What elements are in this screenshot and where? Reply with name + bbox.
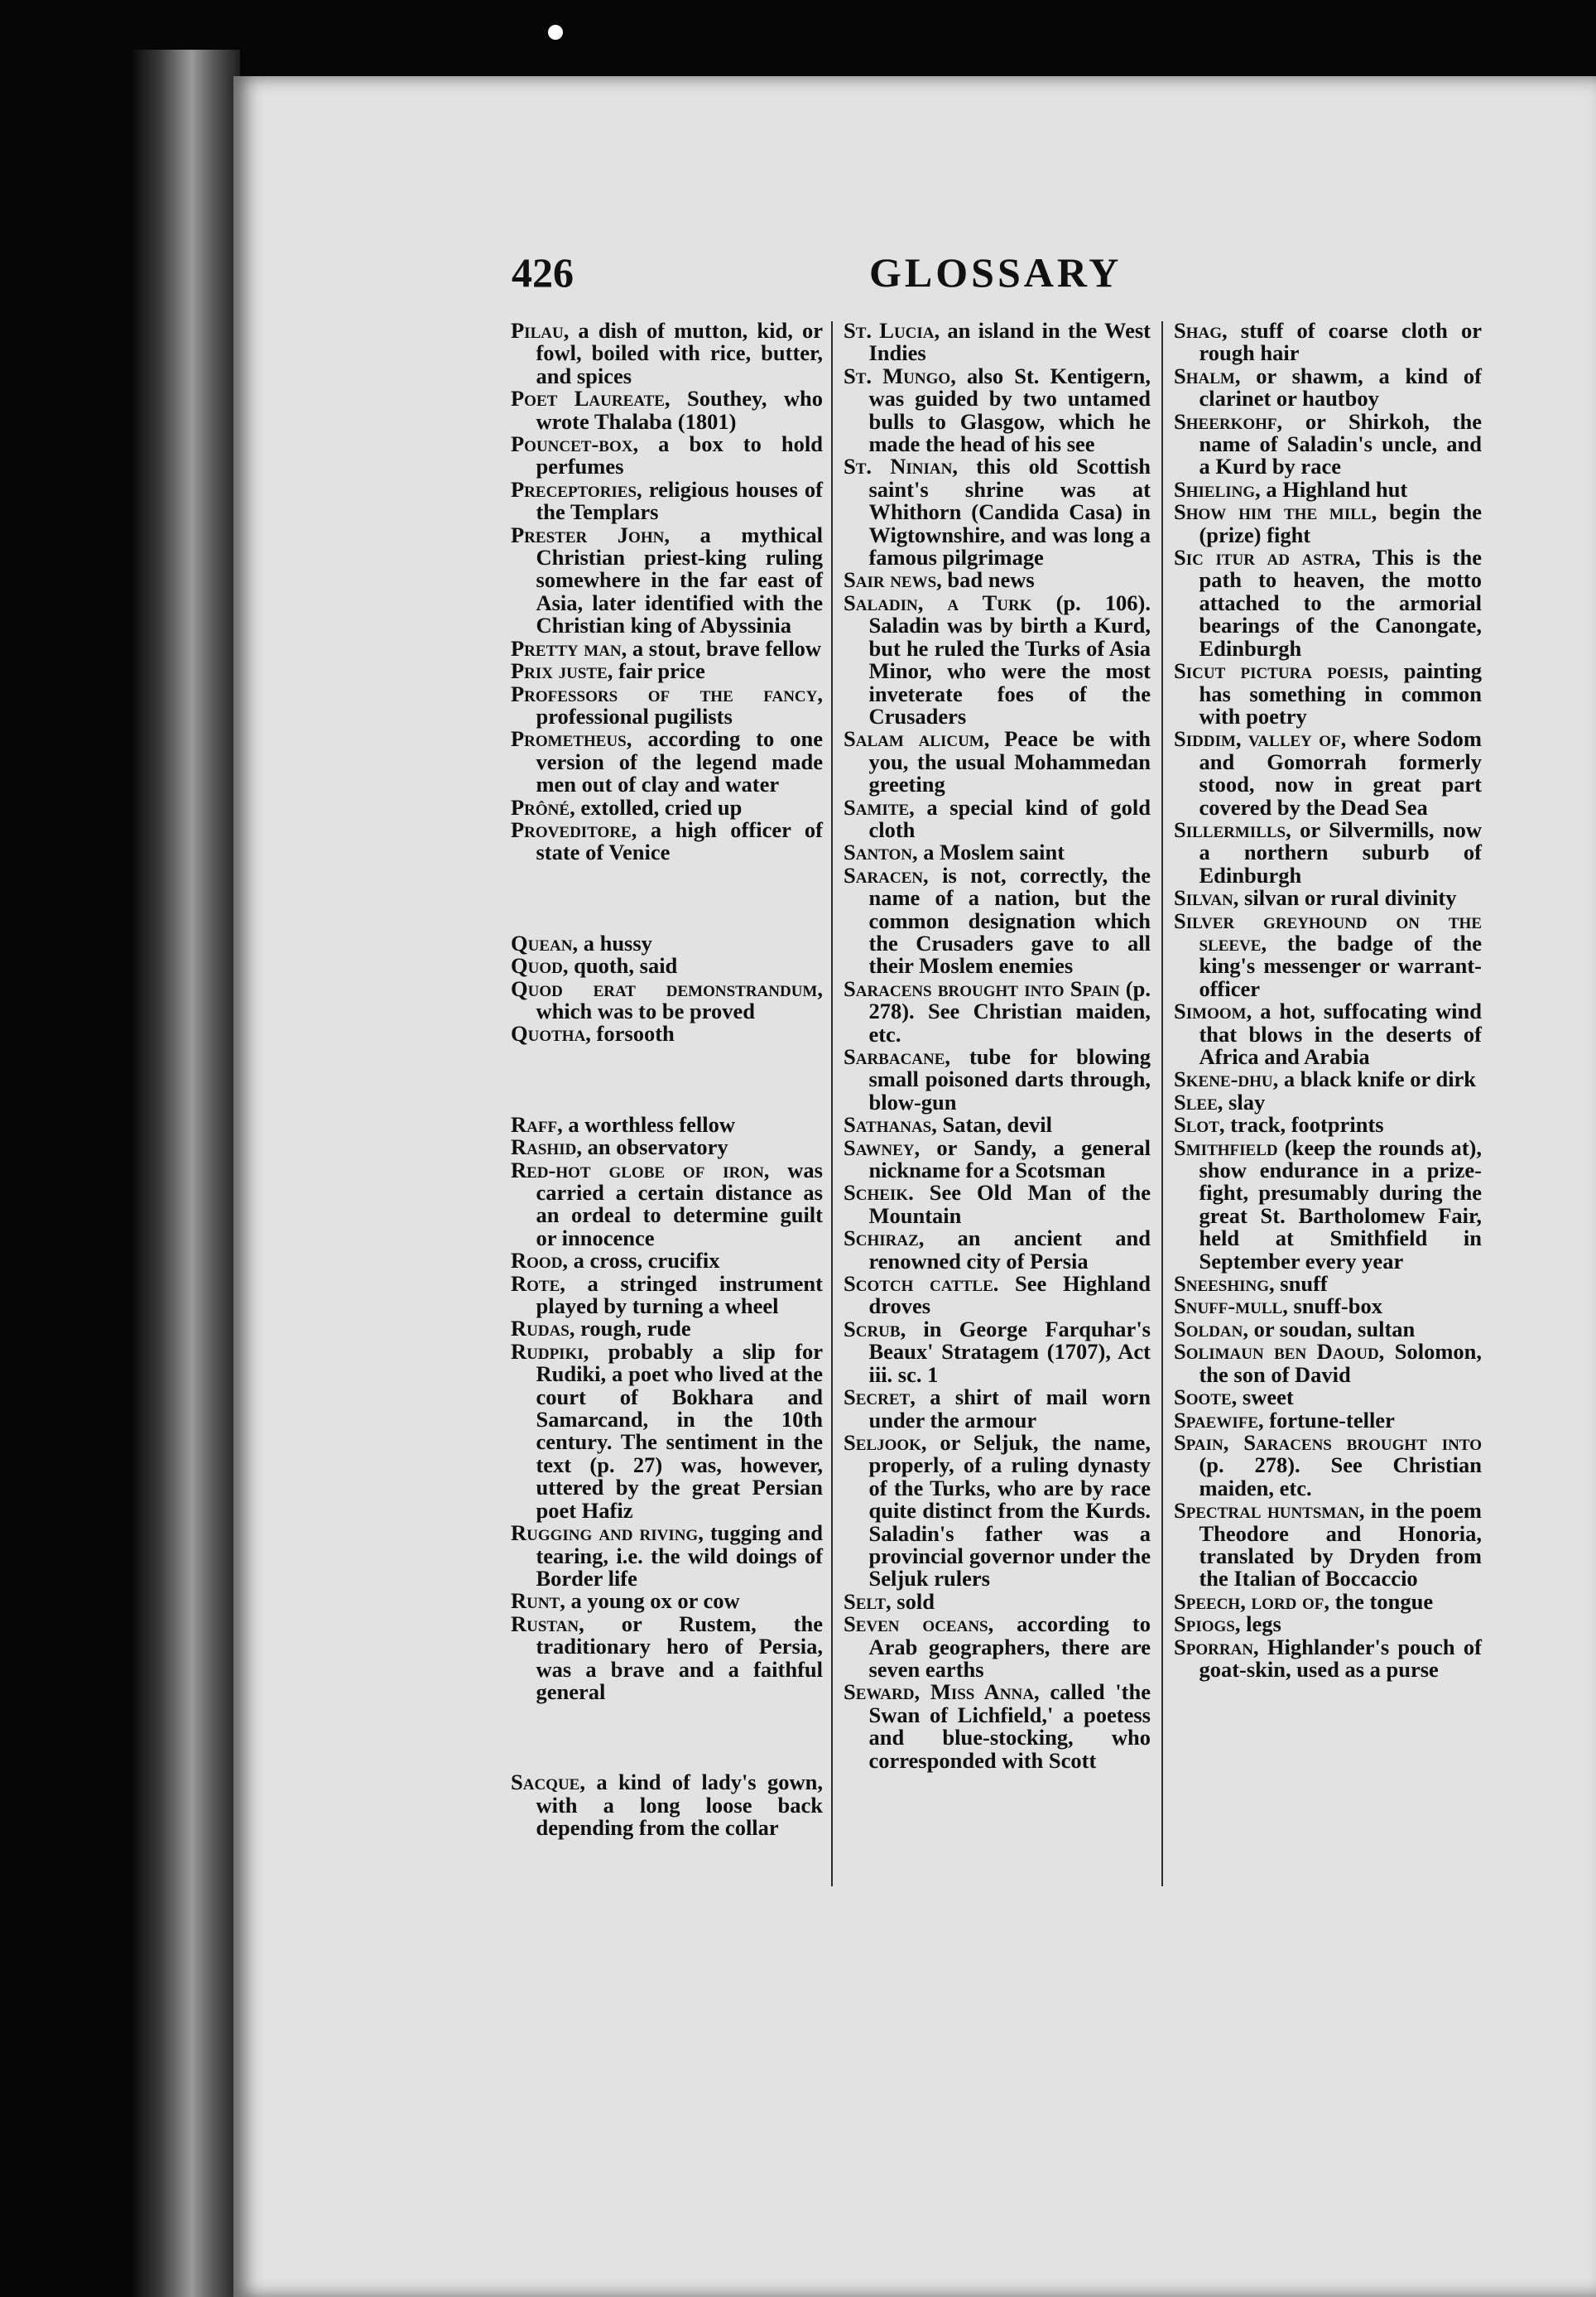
entry-headword: Salam alicum	[844, 726, 984, 752]
entry-definition: , a Moslem saint	[912, 840, 1065, 865]
entry-definition: , This is the path to heaven, the motto attached to the armorial bearings of the Canongate, Edinburgh	[1199, 545, 1482, 661]
entry-definition: , a shirt of mail worn under the armour	[868, 1384, 1151, 1433]
page-number: 426	[512, 249, 574, 296]
entry-headword: Shag	[1174, 318, 1223, 343]
entry-headword: Soote	[1174, 1384, 1232, 1410]
glossary-entry	[1174, 547, 1482, 660]
glossary-entry	[1174, 887, 1482, 909]
glossary-entry	[1174, 1134, 1482, 1274]
glossary-entry	[844, 455, 1151, 569]
glossary-entry	[844, 1386, 1151, 1432]
glossary-entry	[511, 816, 823, 865]
entry-definition: , probably a slip for Rudiki, a poet who lived at the court of Bokhara and Samarcand, in the 10th century. The sentiment in the text (p. 27) was, however, uttered by the great Persian poet Hafiz	[536, 1338, 823, 1523]
glossary-entry	[511, 683, 823, 729]
glossary-entry	[844, 1588, 1151, 1614]
entry-definition: , religious houses of the Templars	[536, 476, 823, 525]
entry-headword: Rudpiki	[511, 1338, 584, 1364]
glossary-column-1	[511, 320, 823, 1840]
entry-definition: , tube for blowing small poisoned darts through, blow-gun	[868, 1044, 1151, 1115]
entry-definition: , an observatory	[576, 1134, 728, 1160]
glossary-entry	[511, 1522, 823, 1590]
entry-headword: Spain, Saracens brought into	[1174, 1429, 1482, 1455]
page-title: GLOSSARY	[869, 249, 1122, 296]
entry-definition: , a young ox or cow	[560, 1588, 740, 1614]
glossary-entry	[1174, 1273, 1482, 1295]
glossary-entry	[1174, 1000, 1482, 1068]
letter-section-gap	[511, 1046, 823, 1114]
entry-definition: , snuff-box	[1282, 1293, 1382, 1319]
entry-headword: Pilau	[511, 318, 564, 343]
glossary-entry	[1174, 1588, 1482, 1614]
entry-definition: , legs	[1234, 1611, 1281, 1637]
glossary-entry	[1174, 1409, 1482, 1432]
entry-definition: (p. 278). See Christian maiden, etc.	[868, 975, 1151, 1047]
entry-headword: Scotch cattle	[844, 1271, 993, 1297]
glossary-entry	[511, 1771, 823, 1839]
glossary-entry	[511, 932, 823, 955]
entry-headword: Silvan	[1174, 885, 1233, 911]
entry-headword: Sporran	[1174, 1634, 1254, 1659]
entry-definition: , a mythical Christian priest-king ruling somewhere in the far east of Asia, later identified with the Christian king of Abyssinia	[536, 522, 823, 638]
entry-headword: Pretty man	[511, 635, 622, 661]
entry-headword: Slee	[1174, 1089, 1218, 1115]
entry-definition: , painting has something in common with poetry	[1199, 658, 1483, 729]
entry-definition: , Satan, devil	[931, 1112, 1053, 1138]
entry-definition: (keep the rounds at), show endurance in a prize-fight, presumably during the great St. Bartholomew Fair, held at Smithfield in September every year	[1199, 1134, 1482, 1274]
entry-definition: , sold	[886, 1588, 935, 1614]
glossary-entry	[844, 975, 1151, 1047]
entry-definition: , Southey, who wrote Thalaba (1801)	[536, 386, 824, 434]
glossary-entry	[1174, 476, 1482, 502]
entry-headword: Saracen	[844, 862, 924, 888]
glossary-entry	[1174, 1429, 1482, 1500]
entry-headword: Simoom	[1174, 999, 1247, 1024]
glossary-entry	[844, 1681, 1151, 1772]
glossary-entry	[1174, 910, 1482, 1001]
glossary-entry	[1174, 1500, 1482, 1591]
entry-definition: , begin the (prize) fight	[1199, 499, 1482, 547]
entry-headword: Scrub	[844, 1316, 901, 1341]
glossary-entry	[844, 794, 1151, 842]
entry-headword: Quod	[511, 953, 563, 979]
entry-definition: , extolled, cried up	[570, 794, 743, 820]
entry-headword: Rood	[511, 1248, 563, 1274]
entry-headword: Prix juste	[511, 658, 608, 684]
entry-definition: . See Highland droves	[868, 1271, 1151, 1319]
glossary-entry	[511, 1338, 823, 1523]
entry-definition: , or Seljuk, the name, properly, of a ruling dynasty of the Turks, who are by race quite distinct from the Kurds. Saladin's father was a provincial governor under the Seljuk rulers	[868, 1429, 1151, 1592]
entry-definition: , professional pugilists	[536, 681, 823, 729]
entry-headword: St. Lucia	[844, 318, 935, 343]
entry-definition: , fair price	[607, 658, 705, 684]
glossary-column-3	[1174, 320, 1482, 1681]
entry-definition: , called 'the Swan of Lichfield,' a poetess and blue-stocking, who corresponded with Scott	[868, 1679, 1151, 1773]
entry-headword: Sawney	[844, 1134, 915, 1160]
entry-definition: (p. 278). See Christian maiden, etc.	[1199, 1452, 1482, 1500]
glossary-entry	[844, 1318, 1151, 1386]
glossary-entry	[511, 660, 823, 682]
glossary-entry	[511, 794, 823, 820]
entry-headword: Schiraz	[844, 1226, 919, 1251]
entry-definition: , or soudan, sultan	[1243, 1316, 1416, 1341]
entry-headword: Sic itur ad astra	[1174, 545, 1355, 571]
entry-definition: , silvan or rural divinity	[1233, 885, 1457, 911]
entry-headword: Sneeshing	[1174, 1271, 1270, 1297]
entry-definition: , a dish of mutton, kid, or fowl, boiled with rice, butter, and spices	[536, 318, 823, 388]
entry-headword: Smithfield	[1174, 1134, 1278, 1160]
entry-definition: , a hot, suffocating wind that blows in the deserts of Africa and Arabia	[1199, 999, 1482, 1069]
glossary-entry	[844, 864, 1151, 978]
entry-definition: , a black knife or dirk	[1272, 1067, 1477, 1092]
glossary-entry	[511, 524, 823, 638]
entry-headword: Spiogs	[1174, 1611, 1235, 1637]
entry-headword: Quotha	[511, 1021, 586, 1047]
glossary-entry	[1174, 1386, 1482, 1409]
entry-definition: , a worthless fellow	[557, 1111, 735, 1137]
entry-headword: Rashid	[511, 1134, 577, 1160]
column-rule	[831, 321, 833, 1886]
glossary-entry	[1174, 1341, 1482, 1386]
entry-definition: , in George Farquhar's Beaux' Stratagem (1707), Act iii. sc. 1	[868, 1316, 1151, 1387]
entry-headword: Prometheus	[511, 726, 627, 752]
entry-headword: Quean	[511, 930, 573, 956]
glossary-entry	[511, 1270, 823, 1319]
glossary-entry	[511, 1023, 823, 1045]
entry-headword: Saladin, a Turk	[844, 590, 1032, 615]
entry-definition: , stuff of coarse cloth or rough hair	[1199, 318, 1482, 366]
glossary-column-2	[844, 320, 1151, 1772]
glossary-entry	[844, 569, 1151, 591]
entry-headword: Spectral huntsman	[1174, 1498, 1359, 1524]
entry-headword: Slot	[1174, 1112, 1219, 1138]
entry-definition: , or Silvermills, now a northern suburb of Edinburgh	[1199, 816, 1482, 888]
glossary-entry	[1174, 1295, 1482, 1317]
entry-headword: Runt	[511, 1588, 560, 1614]
glossary-entry	[511, 1111, 823, 1137]
glossary-entry	[1174, 1091, 1482, 1114]
glossary-entry	[511, 320, 823, 388]
entry-definition: , snuff	[1269, 1271, 1328, 1297]
glossary-entry	[511, 975, 823, 1023]
entry-headword: Shalm	[1174, 363, 1235, 388]
scan-artifact-dot	[548, 25, 563, 40]
glossary-entry	[511, 433, 823, 479]
entry-definition: , according to one version of the legend made men out of clay and water	[536, 726, 823, 797]
entry-definition: , or Shirkoh, the name of Saladin's uncle, and a Kurd by race	[1199, 408, 1482, 479]
entry-headword: St. Ninian	[844, 454, 953, 479]
entry-definition: , a stringed instrument played by turning a wheel	[536, 1270, 823, 1319]
entry-headword: Sarbacane	[844, 1044, 945, 1069]
entry-headword: Rote	[511, 1270, 560, 1296]
glossary-entry	[1174, 1613, 1482, 1635]
entry-headword: Prôné	[511, 794, 570, 820]
glossary-entry	[511, 1250, 823, 1272]
entry-headword: Rudas	[511, 1316, 570, 1341]
entry-headword: Selt	[844, 1588, 887, 1614]
letter-section-gap	[511, 1703, 823, 1771]
glossary-entry	[1174, 1068, 1482, 1091]
glossary-entry	[844, 1134, 1151, 1183]
entry-headword: Seven oceans	[844, 1611, 988, 1637]
entry-headword: Prester John	[511, 522, 665, 547]
glossary-entry	[844, 1429, 1151, 1592]
entry-definition: , was carried a certain distance as an ordeal to determine guilt or innocence	[536, 1157, 823, 1250]
entry-headword: Preceptories	[511, 476, 637, 502]
glossary-entry	[511, 1613, 823, 1704]
entry-definition: , Peace be with you, the usual Mohammedan greeting	[868, 726, 1151, 797]
book-binding-edge	[132, 50, 240, 2297]
glossary-entry	[1174, 408, 1482, 479]
entry-definition: , is not, correctly, the name of a nation, but the common designation which the Crusaders gave to all their Moslem enemies	[868, 862, 1151, 979]
entry-headword: Santon	[844, 840, 913, 865]
entry-definition: , a box to hold perfumes	[536, 431, 823, 479]
entry-headword: Seward, Miss Anna	[844, 1679, 1034, 1705]
glossary-entry	[511, 728, 823, 796]
entry-definition: , a kind of lady's gown, with a long loose back depending from the collar	[536, 1770, 823, 1841]
entry-definition: , where Sodom and Gomorrah formerly stood, now in great part covered by the Dead Sea	[1199, 726, 1482, 820]
entry-headword: Rustan	[511, 1611, 579, 1636]
entry-definition: , this old Scottish saint's shrine was at Whithorn (Candida Casa) in Wigtownshire, and was long a famous pilgrimage	[868, 454, 1151, 571]
entry-definition: , Solomon, the son of David	[1199, 1339, 1483, 1387]
glossary-entry	[1174, 660, 1482, 728]
entry-definition: , in the poem Theodore and Honoria, translated by Dryden from the Italian of Boccaccio	[1199, 1498, 1482, 1592]
glossary-entry	[511, 388, 823, 433]
entry-definition: , the tongue	[1324, 1588, 1434, 1614]
column-rule	[1161, 321, 1163, 1886]
glossary-entry	[844, 365, 1151, 456]
glossary-entry	[511, 1159, 823, 1250]
glossary-entry	[844, 592, 1151, 728]
entry-headword: Show him the mill	[1174, 499, 1372, 525]
entry-definition: , or shawm, a kind of clarinet or hautboy	[1199, 363, 1482, 412]
entry-definition: , or Rustem, the traditionary hero of Persia, was a brave and a faithful general	[536, 1611, 823, 1704]
glossary-entry	[511, 1590, 823, 1612]
entry-definition: , a hussy	[572, 930, 652, 956]
entry-definition: , sweet	[1231, 1384, 1294, 1410]
entry-definition: , a stout, brave fellow	[621, 635, 822, 661]
entry-headword: Red-hot globe of iron	[511, 1157, 764, 1182]
entry-definition: , a Highland hut	[1255, 476, 1408, 502]
entry-definition: , also St. Kentigern, was guided by two untamed bulls to Glasgow, which he made the head of his see	[868, 363, 1151, 457]
entry-headword: Poet Laureate	[511, 386, 665, 412]
entry-headword: Sacque	[511, 1770, 580, 1795]
entry-definition: , forsooth	[585, 1021, 675, 1047]
glossary-entry	[844, 1273, 1151, 1318]
glossary-entry	[511, 476, 823, 525]
entry-definition: , a cross, crucifix	[562, 1248, 720, 1274]
entry-headword: Solimaun ben Daoud	[1174, 1339, 1379, 1365]
entry-headword: Quod erat demonstrandum	[511, 975, 818, 1001]
entry-headword: Soldan	[1174, 1316, 1243, 1341]
entry-headword: Scheik	[844, 1180, 909, 1206]
entry-headword: Sathanas	[844, 1112, 932, 1138]
glossary-entry	[844, 1182, 1151, 1227]
glossary-entry	[844, 1046, 1151, 1114]
glossary-entry	[844, 320, 1151, 365]
entry-definition: , Highlander's pouch of goat-skin, used as a purse	[1199, 1634, 1482, 1682]
entry-headword: Secret	[844, 1384, 911, 1410]
entry-headword: Shieling	[1174, 476, 1256, 502]
entry-definition: , bad news	[936, 567, 1035, 593]
entry-headword: Skene-dhu	[1174, 1067, 1273, 1092]
glossary-entry	[1174, 1114, 1482, 1136]
glossary-entry	[844, 1227, 1151, 1273]
glossary-entry	[511, 955, 823, 977]
entry-headword: Speech, lord of	[1174, 1588, 1324, 1614]
glossary-entry	[844, 841, 1151, 864]
entry-definition: , an island in the West Indies	[868, 318, 1151, 366]
entry-headword: Raff	[511, 1111, 558, 1137]
entry-headword: Siddim, valley of	[1174, 726, 1341, 752]
entry-headword: Snuff-mull	[1174, 1293, 1283, 1319]
glossary-entry	[1174, 365, 1482, 411]
entry-definition: (p. 106). Saladin was by birth a Kurd, but he ruled the Turks of Asia Minor, who were the most inveterate foes of the Crusaders	[868, 590, 1151, 729]
entry-definition: , or Sandy, a general nickname for a Scotsman	[868, 1134, 1151, 1183]
entry-definition: , according to Arab geographers, there are seven earths	[868, 1611, 1151, 1682]
entry-headword: Pouncet-box	[511, 431, 633, 457]
glossary-entry	[1174, 728, 1482, 819]
glossary-entry	[1174, 816, 1482, 888]
glossary-entry	[844, 1613, 1151, 1681]
glossary-entry	[844, 728, 1151, 796]
entry-headword: Samite	[844, 794, 910, 820]
entry-headword: Sillermills	[1174, 816, 1286, 842]
entry-headword: Professors of the fancy	[511, 681, 818, 706]
entry-headword: Sheerkohf	[1174, 408, 1277, 434]
entry-headword: Saracens brought into Spain	[844, 975, 1120, 1001]
entry-definition: . See Old Man of the Mountain	[868, 1180, 1151, 1228]
entry-definition: , a high officer of state of Venice	[536, 816, 823, 865]
entry-headword: Rugging and riving	[511, 1520, 699, 1546]
entry-definition: , the badge of the king's messenger or warrant-officer	[1199, 930, 1482, 1001]
entry-headword: Seljook	[844, 1429, 921, 1455]
entry-definition: , quoth, said	[562, 953, 678, 979]
entry-definition: , an ancient and renowned city of Persia	[868, 1226, 1151, 1274]
entry-headword: Silver greyhound on the sleeve	[1174, 908, 1482, 956]
glossary-entry	[1174, 501, 1482, 547]
entry-headword: Sair news	[844, 567, 937, 593]
entry-headword: Proveditore	[511, 816, 632, 842]
glossary-entry	[1174, 1318, 1482, 1341]
entry-definition: , a special kind of gold cloth	[868, 794, 1151, 842]
glossary-entry	[1174, 1636, 1482, 1682]
entry-definition: , fortune-teller	[1258, 1407, 1395, 1433]
glossary-entry	[844, 1114, 1151, 1136]
entry-definition: , slay	[1217, 1089, 1266, 1115]
glossary-entry	[1174, 320, 1482, 365]
glossary-entry	[511, 1317, 823, 1340]
entry-definition: , rough, rude	[569, 1316, 691, 1341]
entry-definition: , track, footprints	[1219, 1112, 1384, 1138]
entry-headword: Sicut pictura poesis	[1174, 658, 1383, 684]
letter-section-gap	[511, 864, 823, 932]
glossary-entry	[511, 635, 823, 661]
glossary-entry	[511, 1136, 823, 1158]
entry-definition: , tugging and tearing, i.e. the wild doings of Border life	[536, 1520, 823, 1591]
entry-headword: Spaewife	[1174, 1407, 1259, 1433]
entry-definition: , which was to be proved	[536, 975, 823, 1023]
entry-headword: St. Mungo	[844, 363, 951, 388]
